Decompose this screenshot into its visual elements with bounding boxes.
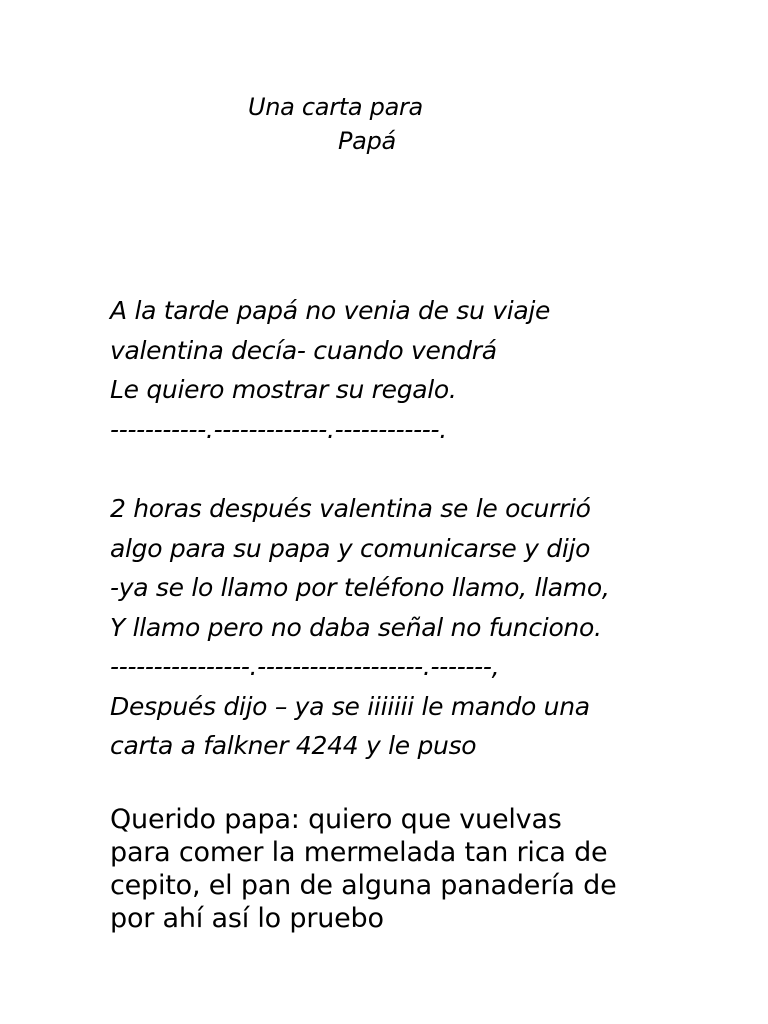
letter-line: Querido papa: quiero que vuelvas (110, 804, 562, 835)
paragraph-2 (110, 489, 609, 766)
paragraph-2-line: algo para su papa y comunicarse y dijo (110, 533, 591, 563)
title-line-1: Una carta para (248, 93, 423, 121)
paragraph-1-line: A la tarde papá no venia de su viaje (110, 296, 551, 325)
letter-line: cepito, el pan de alguna panadería de (110, 870, 617, 901)
letter-body (110, 803, 616, 935)
paragraph-2-line: -ya se lo llamo por teléfono llamo, llamo, (110, 573, 610, 602)
title-line-2: Papá (338, 127, 396, 155)
paragraph-2-line: Y llamo pero no daba señal no funciono. (110, 612, 602, 642)
paragraph-2-line: carta a falkner 4244 y le puso (110, 731, 477, 760)
letter-line: por ahí así lo pruebo (110, 903, 384, 934)
separator-line: ----------------.-------------------.-------, (110, 652, 500, 681)
paragraph-2-line: 2 horas después valentina se le ocurrió (110, 494, 591, 523)
paragraph-1 (110, 291, 550, 449)
separator-line: -----------.-------------.------------. (110, 414, 447, 444)
paragraph-1-line: Le quiero mostrar su regalo. (110, 375, 457, 404)
paragraph-2-line: Después dijo – ya se iiiiiii le mando una (110, 691, 590, 721)
letter-line: para comer la mermelada tan rica de (110, 837, 608, 868)
paragraph-1-line: valentina decía- cuando vendrá (110, 335, 497, 365)
